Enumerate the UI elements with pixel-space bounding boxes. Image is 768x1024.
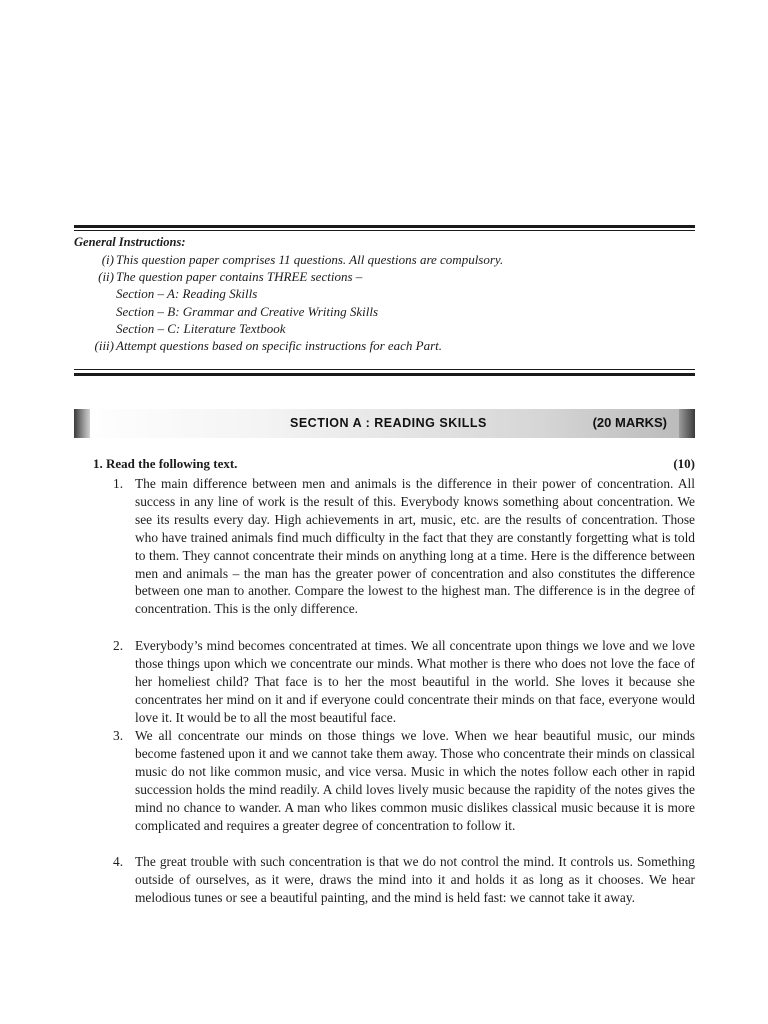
paragraph-number: 2. [113, 638, 124, 653]
paragraph-text: The great trouble with such concentration is that we do not control the mind. It controls us. Something outside of ourselves, as it were, draws the mind into it and holds it as long as it chooses. We hear melodious tunes or see a beautiful painting, and the mind is held fast: we cannot take it away. [135, 854, 695, 905]
top-rule-thick [74, 225, 695, 228]
section-title: SECTION A : READING SKILLS [290, 416, 487, 430]
instruction-text: This question paper comprises 11 questions. All questions are compulsory. [116, 252, 504, 267]
passage-paragraph [113, 637, 695, 727]
instruction-text: Attempt questions based on specific instructions for each Part. [116, 338, 443, 354]
bottom-rule-thin [74, 369, 695, 370]
paragraph-number: 4. [113, 854, 124, 869]
paragraph-text: The main difference between men and animals is the difference in their power of concentration. All success in any line of work is the result of this. Everybody knows something about concentration. We see its results every day. High achievements in art, music, etc. are the results of concentration. Those who have trained animals find much difficulty in the fact that they are constantly forgetting what is told to them. They cannot concentrate their minds on anything long at a time. Here is the difference between men and animals – the man has the greater power of concentration and also constitutes the difference between one man to another. Compare the lowest to the highest man. The difference is in the degree of concentration. This is the only difference. [135, 476, 695, 617]
section-bar-left-cap [74, 409, 90, 438]
instruction-text: Section – C: Literature Textbook [116, 320, 286, 336]
instruction-item [74, 303, 695, 320]
paragraph-number: 3. [113, 728, 124, 743]
bottom-rule-thick [74, 373, 695, 376]
passage-paragraph [113, 727, 695, 834]
instruction-item [74, 268, 695, 285]
instruction-item [74, 337, 695, 354]
instruction-text: The question paper contains THREE sections – [116, 269, 363, 285]
instruction-number: (i) [101, 252, 114, 267]
general-instructions-title: General Instructions: [74, 235, 186, 249]
instruction-text: Section – B: Grammar and Creative Writing Skills [116, 303, 379, 319]
section-bar-right-cap [679, 409, 695, 438]
paragraph-text: Everybody’s mind becomes concentrated at times. We all concentrate upon things we love and we love those things upon which we concentrate our minds. What mother is there who does not love the face of her homeliest child? That face is to her the most beautiful in the world. She loves it because she concentrates her mind on it and if everyone could concentrate their minds on that face, everyone would love it. It would be to all the most beautiful face. [135, 638, 695, 725]
section-header-bar [74, 409, 695, 438]
paragraph-number: 1. [113, 476, 124, 491]
question-label: 1. Read the following text. [93, 456, 238, 471]
passage-paragraph [113, 475, 695, 618]
top-rule-thin [74, 230, 695, 231]
instruction-text: Section – A: Reading Skills [116, 286, 258, 302]
instruction-number: (iii) [94, 338, 114, 354]
passage-paragraph [113, 853, 695, 907]
section-marks: (20 MARKS) [592, 415, 667, 430]
question-marks: (10) [673, 456, 695, 471]
instruction-number: (ii) [98, 269, 114, 285]
instruction-item [74, 320, 695, 337]
question-heading [93, 455, 695, 472]
general-instructions [74, 234, 695, 354]
instruction-item [74, 285, 695, 302]
instruction-item [74, 251, 695, 268]
paragraph-text: We all concentrate our minds on those things we love. When we hear beautiful music, our minds become fastened upon it and we cannot take them away. Those who concentrate their minds on classical music do not like common music, and vice versa. Music in which the notes follow each other in rapid succession holds the mind readily. A child loves lively music because the rapidity of the notes gives the mind no chance to wander. A man who likes common music dislikes classical music because it is more complicated and requires a greater degree of concentration to follow it. [135, 728, 695, 833]
